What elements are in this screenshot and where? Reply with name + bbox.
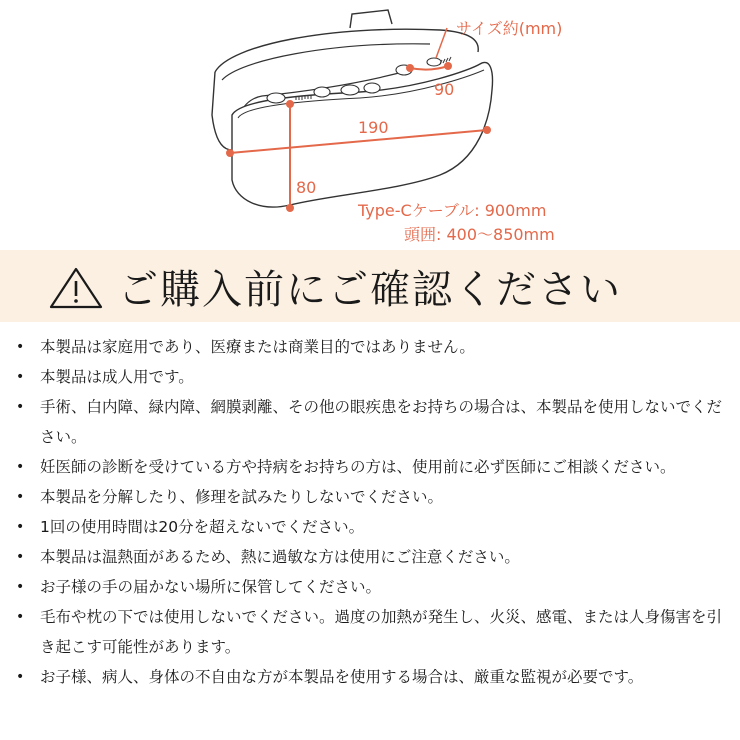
list-item: • 毛布や枕の下では使用しないでください。過度の加熱が発生し、火災、感電、または人身傷害を引き起こす可能性があります。 <box>16 608 723 656</box>
precaution-list <box>14 332 726 692</box>
depth-label: 90 <box>434 80 455 99</box>
width-label: 190 <box>358 118 389 137</box>
list-item: • お子様、病人、身体の不自由な方が本製品を使用する場合は、厳重な監視が必要です。 <box>16 668 644 686</box>
size-title-label: サイズ約(mm) <box>456 19 563 38</box>
product-diagram-section <box>0 0 740 250</box>
list-item: • 1回の使用時間は20分を超えないでください。 <box>16 518 365 536</box>
notice-title: ご購入前にご確認ください <box>118 267 622 313</box>
cable-length-label: Type-Cケーブル: 900mm <box>358 201 547 220</box>
warning-triangle-icon <box>48 266 104 310</box>
height-label: 80 <box>296 178 317 197</box>
list-item: • 手術、白内障、緑内障、網膜剥離、その他の眼疾患をお持ちの場合は、本製品を使用しないでください。 <box>16 398 723 446</box>
list-item: • 妊医師の診断を受けている方や持病をお持ちの方は、使用前に必ず医師にご相談ください。 <box>16 458 676 476</box>
list-item: • お子様の手の届かない場所に保管してください。 <box>16 578 382 596</box>
list-item: • 本製品は家庭用であり、医療または商業目的ではありません。 <box>16 338 475 356</box>
list-item: • 本製品は成人用です。 <box>16 368 194 386</box>
head-circumference-label: 頭囲: 400〜850mm <box>404 225 555 244</box>
list-item: • 本製品は温熱面があるため、熱に過敏な方は使用にご注意ください。 <box>16 548 520 566</box>
list-item: • 本製品を分解したり、修理を試みたりしないでください。 <box>16 488 444 506</box>
